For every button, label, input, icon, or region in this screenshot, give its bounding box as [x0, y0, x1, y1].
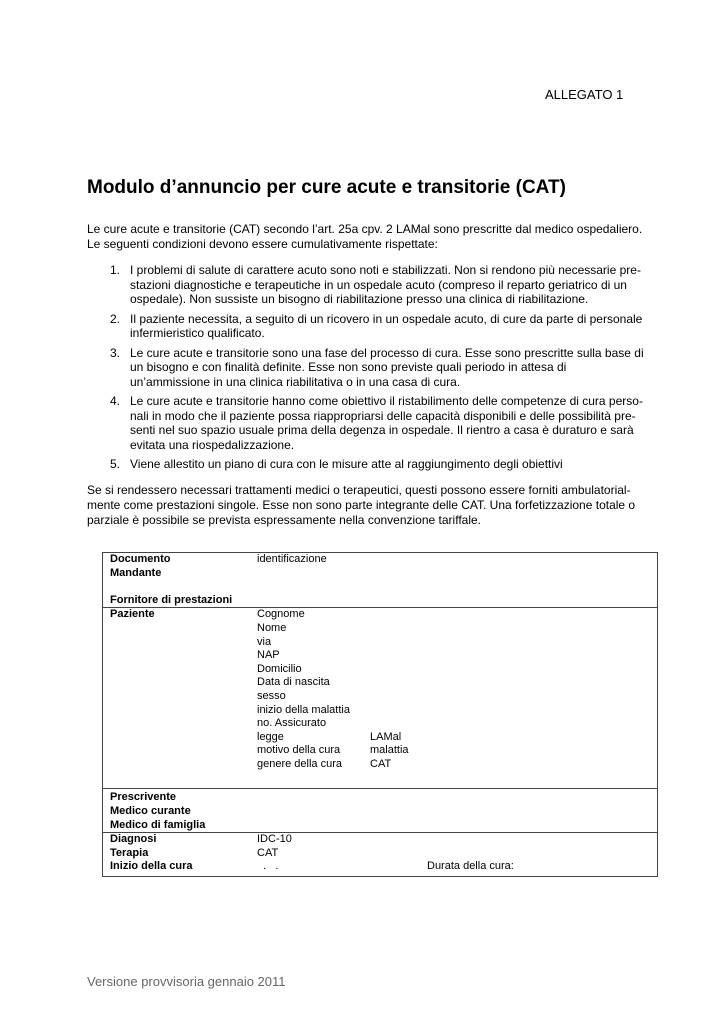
field-date[interactable]: . .	[257, 860, 279, 873]
page-title: Modulo d’annuncio per cure acute e transitorie (CAT)	[87, 177, 566, 198]
field-nap[interactable]: NAP	[257, 649, 280, 662]
document-fields	[257, 553, 658, 608]
field-no-assicurato[interactable]: no. Assicurato	[257, 717, 327, 730]
patient-values	[370, 608, 658, 789]
notification-form	[102, 552, 658, 877]
field-identificazione[interactable]: identificazione	[257, 553, 327, 565]
condition-text: I problemi di salute di carattere acuto sono noti e stabilizzati. Non si rendono più necessarie pre- stazioni diagnostiche e terapeutiche in un ospedale acuto (compreso il reparto geriatrico di un ospedale). Non sussiste un bisogno di riabilitazione presso una clinica di riabilitazione.	[130, 263, 641, 306]
condition-number: 4.	[109, 394, 120, 408]
condition-text: Le cure acute e transitorie hanno come obiettivo il ristabilimento delle competenze di cura perso- nali in modo che il paziente possa riappropriarsi delle capacità disponibili e delle possibilità pre- senti nel suo spazio usuale prima della degenza in ospedale. Il rientro a casa è duraturo e sarà evitata una riospedalizzazione.	[130, 394, 643, 452]
label-medico-curante: Medico curante	[110, 804, 191, 817]
label-fornitore: Fornitore di prestazioni	[110, 593, 233, 606]
condition-item	[87, 263, 657, 307]
diagnosis-labels	[103, 833, 258, 877]
condition-item	[87, 312, 657, 341]
patient-label: Paziente	[103, 608, 258, 789]
value-motivo: malattia	[370, 744, 409, 757]
label-diagnosi: Diagnosi	[110, 833, 157, 846]
condition-number: 3.	[109, 345, 120, 360]
label-durata-cura: Durata della cura:	[427, 860, 514, 873]
value-legge: LAMal	[370, 730, 402, 743]
conditions-list	[87, 263, 657, 477]
prescriber-labels	[103, 789, 258, 833]
outro-paragraph	[87, 483, 657, 528]
condition-text: Le cure acute e transitorie sono una fase del processo di cura. Esse sono prescritte sulla base di un bisogno e con finalità definite. Esse non sono previste quali periodo in attesa di un’ammissione in una clinica riabilitativa o in una casa di cura.	[130, 345, 644, 389]
condition-item	[87, 346, 657, 390]
condition-number: 2.	[109, 311, 120, 326]
diagnosis-fields	[257, 833, 370, 877]
field-genere-cura[interactable]: genere della cura	[257, 757, 343, 770]
field-cat[interactable]: CAT	[257, 846, 279, 859]
footer-version: Versione provvisoria gennaio 2011	[87, 974, 286, 989]
field-nome[interactable]: Nome	[257, 621, 287, 634]
label-documento: Documento	[110, 553, 171, 565]
outro-line: Se si rendessero necessari trattamenti medici o terapeutici, questi possono essere forniti ambulatorial-	[87, 483, 631, 497]
field-legge[interactable]: legge	[257, 730, 284, 743]
form-section-patient	[103, 608, 658, 789]
outro-line: parziale è possibile se prevista espressamente nella convenzione tariffale.	[87, 513, 482, 527]
condition-number: 5.	[109, 457, 120, 471]
condition-item	[87, 394, 657, 452]
intro-line: Le seguenti condizioni devono essere cumulativamente rispettate:	[87, 237, 438, 251]
label-terapia: Terapia	[110, 846, 149, 859]
field-data-nascita[interactable]: Data di nascita	[257, 676, 330, 689]
form-section-prescriber	[103, 789, 658, 833]
field-sesso[interactable]: sesso	[257, 689, 286, 702]
intro-paragraph	[87, 222, 657, 252]
label-prescrivente: Prescrivente	[110, 791, 177, 804]
patient-fields	[257, 608, 370, 789]
condition-text: Viene allestito un piano di cura con le misure atte al raggiungimento degli obiettivi	[130, 457, 563, 471]
form-section-diagnosis	[103, 833, 658, 877]
label-medico-famiglia: Medico di famiglia	[110, 818, 206, 831]
field-idc10[interactable]: IDC-10	[257, 833, 292, 846]
field-motivo-cura[interactable]: motivo della cura	[257, 744, 341, 757]
condition-text: Il paziente necessita, a seguito di un ricovero in un ospedale acuto, di cure da parte di personale infermieristico qualificato.	[130, 311, 643, 340]
label-mandante: Mandante	[110, 566, 162, 579]
value-genere: CAT	[370, 757, 392, 770]
form-section-document	[103, 553, 658, 608]
field-via[interactable]: via	[257, 635, 272, 648]
document-labels	[103, 553, 258, 608]
field-inizio-malattia[interactable]: inizio della malattia	[257, 703, 350, 716]
condition-number: 1.	[109, 263, 120, 277]
field-cognome[interactable]: Cognome	[257, 608, 305, 621]
annex-label: ALLEGATO 1	[545, 87, 624, 102]
field-domicilio[interactable]: Domicilio	[257, 662, 302, 675]
label-inizio-cura: Inizio della cura	[110, 860, 193, 873]
condition-item	[87, 457, 657, 472]
outro-line: mente come prestazioni singole. Esse non sono parte integrante delle CAT. Una forfetizzazione totale o	[87, 498, 636, 512]
intro-line: Le cure acute e transitorie (CAT) secondo l’art. 25a cpv. 2 LAMal sono prescritte dal medico ospedaliero.	[87, 222, 643, 236]
diagnosis-values	[370, 833, 658, 877]
prescriber-fields[interactable]	[257, 789, 658, 833]
